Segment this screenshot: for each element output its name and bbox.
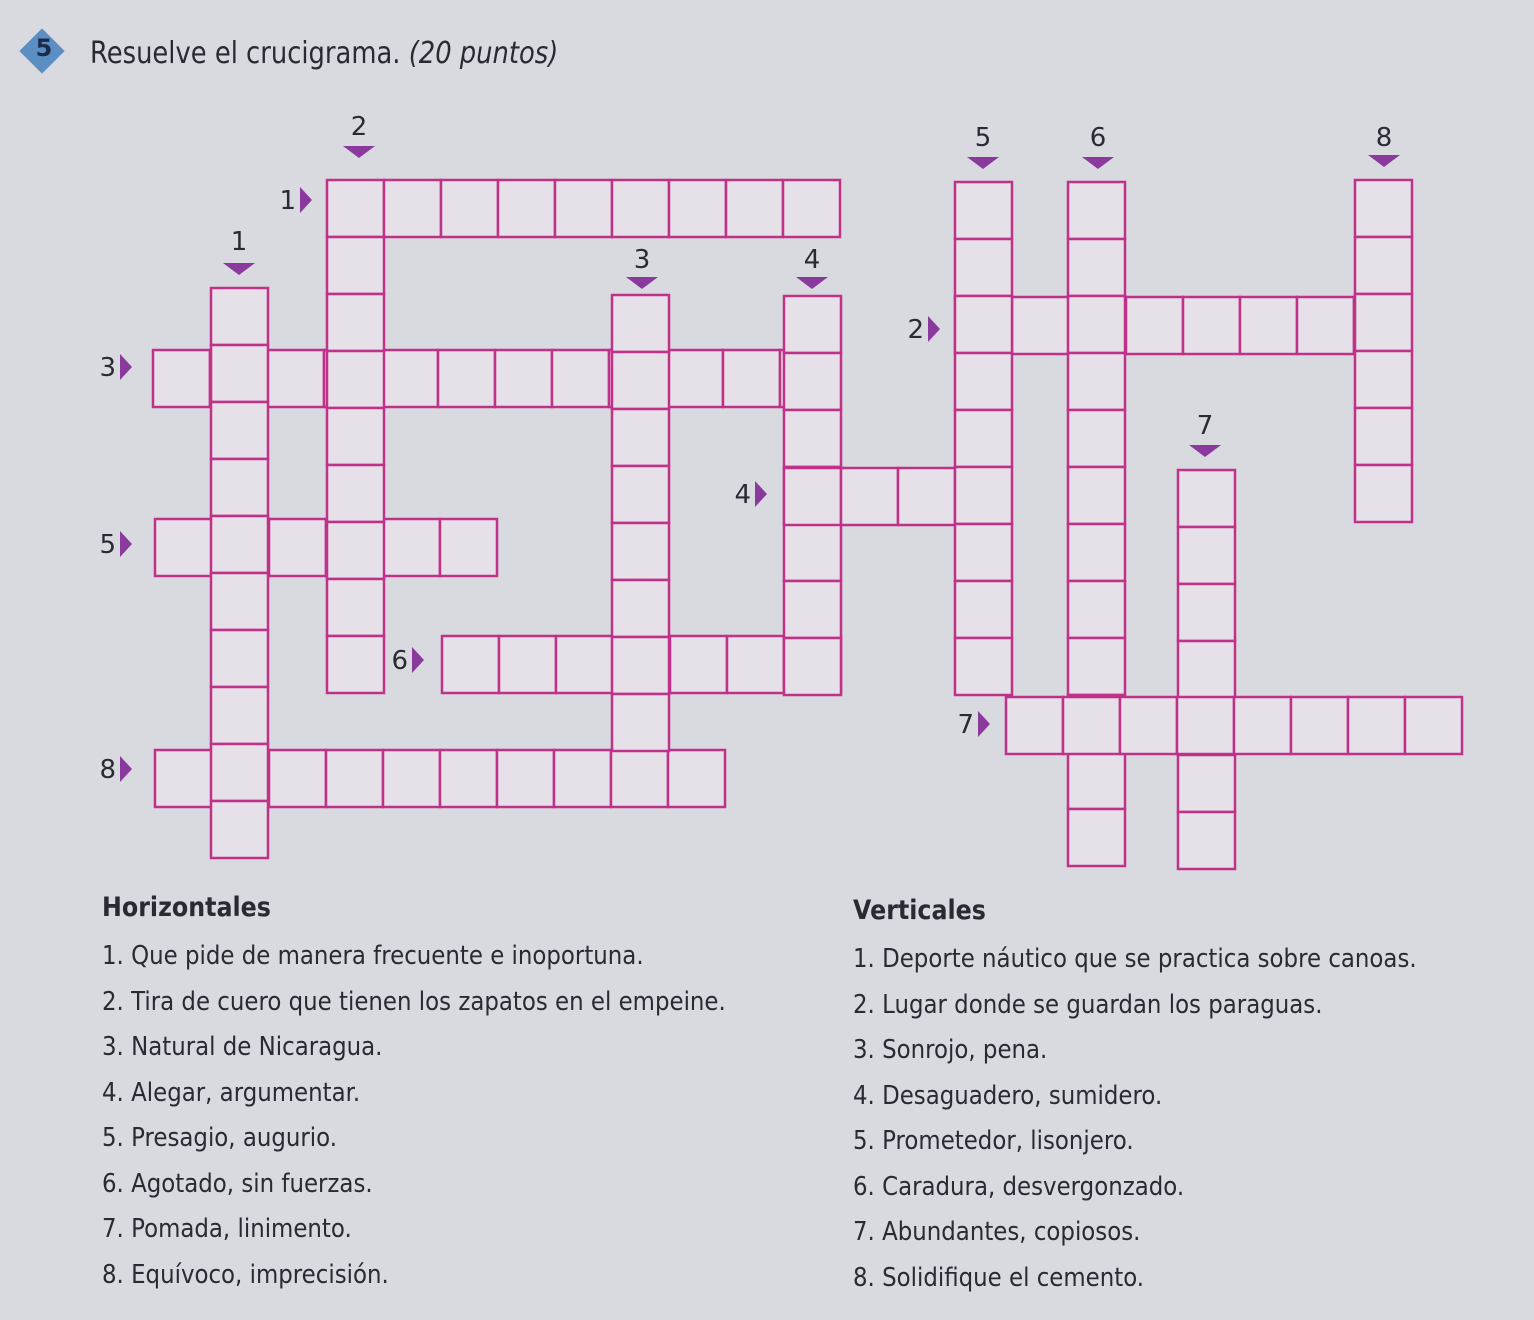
down-8-cell-3[interactable] [1355,294,1412,351]
across-marker-number-3: 3 [99,353,116,383]
across-marker-number-8: 8 [99,755,116,785]
down-5-cell-9[interactable] [955,638,1012,695]
down-2-cell-3[interactable] [327,294,384,351]
down-marker-number-8: 8 [1375,123,1393,153]
down-marker-arrow-icon-8 [1368,155,1400,167]
down-marker-number-5: 5 [974,123,992,153]
across-7-cell-8[interactable] [1405,697,1462,754]
across-4-cell-2[interactable] [841,468,898,525]
down-marker-number-6: 6 [1089,123,1107,153]
down-8-cell-4[interactable] [1355,351,1412,408]
down-2-cell-4[interactable] [327,351,384,408]
across-3-cell-3[interactable] [267,350,324,407]
horizontal-clue-6: 6. Agotado, sin fuerzas. [102,1168,373,1199]
down-7-cell-1[interactable] [1178,470,1235,527]
across-7-cell-5[interactable] [1234,697,1291,754]
exercise-instruction: Resuelve el crucigrama. [90,36,401,71]
horizontal-clue-7: 7. Pomada, linimento. [102,1214,352,1244]
down-1-cell-5[interactable] [211,516,268,573]
across-3-cell-10[interactable] [666,350,723,407]
vertical-clue-7: 7. Abundantes, copiosos. [853,1217,1141,1247]
across-1-cell-8[interactable] [726,180,783,237]
across-8-cell-8[interactable] [554,750,611,807]
down-marker-number-1: 1 [230,227,248,257]
down-4-cell-7[interactable] [784,638,841,695]
down-2-cell-7[interactable] [327,522,384,579]
across-1-cell-3[interactable] [441,180,498,237]
across-marker-number-6: 6 [391,646,408,676]
across-marker-number-5: 5 [99,530,116,560]
across-8-cell-10[interactable] [668,750,725,807]
horizontal-clues-title: Horizontales [102,892,271,923]
down-8-cell-5[interactable] [1355,408,1412,465]
horizontal-clue-3: 3. Natural de Nicaragua. [102,1032,383,1062]
down-6-cell-6[interactable] [1068,467,1125,524]
across-marker-arrow-icon-2 [928,316,940,342]
vertical-clue-3: 3. Sonrojo, pena. [853,1035,1048,1065]
across-3-cell-11[interactable] [723,350,780,407]
across-7-cell-7[interactable] [1348,697,1405,754]
across-2-cell-7[interactable] [1297,297,1354,354]
down-4-cell-6[interactable] [784,581,841,638]
vertical-clue-5: 5. Prometedor, lisonjero. [853,1126,1134,1156]
across-marker-number-1: 1 [279,186,296,216]
across-5-cell-5[interactable] [383,519,440,576]
across-marker-number-7: 7 [957,710,974,740]
across-1-cell-6[interactable] [612,180,669,237]
vertical-clues-title: Verticales [853,895,986,926]
exercise-number: 5 [35,34,53,62]
down-marker-arrow-icon-4 [796,277,828,289]
down-6-cell-5[interactable] [1068,410,1125,467]
across-3-cell-7[interactable] [495,350,552,407]
across-marker-arrow-icon-6 [412,647,424,673]
down-5-cell-2[interactable] [955,239,1012,296]
horizontal-clue-1: 1. Que pide de manera frecuente e inoportuna. [102,941,644,971]
across-8-cell-9[interactable] [611,750,668,807]
down-5-cell-5[interactable] [955,410,1012,467]
down-5-cell-7[interactable] [955,524,1012,581]
horizontal-clues [102,888,811,1298]
across-2-cell-5[interactable] [1183,297,1240,354]
down-3-cell-6[interactable] [612,580,669,637]
across-8-cell-3[interactable] [269,750,326,807]
down-6-cell-11[interactable] [1068,752,1125,809]
down-6-cell-9[interactable] [1068,638,1125,695]
across-marker-number-2: 2 [907,315,924,345]
across-2-cell-6[interactable] [1240,297,1297,354]
down-marker-arrow-icon-7 [1189,445,1221,457]
down-5-cell-1[interactable] [955,182,1012,239]
down-2-cell-8[interactable] [327,579,384,636]
down-6-cell-4[interactable] [1068,353,1125,410]
down-7-cell-3[interactable] [1178,584,1235,641]
across-7-cell-6[interactable] [1291,697,1348,754]
down-marker-arrow-icon-6 [1082,157,1114,169]
down-3-cell-4[interactable] [612,466,669,523]
across-marker-number-4: 4 [734,480,751,510]
vertical-clue-1: 1. Deporte náutico que se practica sobre canoas. [853,944,1417,974]
across-6-cell-1[interactable] [442,636,499,693]
down-6-cell-7[interactable] [1068,524,1125,581]
across-3-cell-1[interactable] [153,350,210,407]
down-2-cell-6[interactable] [327,465,384,522]
across-marker-arrow-icon-7 [978,711,990,737]
down-marker-arrow-icon-3 [626,277,658,289]
down-1-cell-3[interactable] [211,402,268,459]
down-7-cell-7[interactable] [1178,812,1235,869]
down-marker-arrow-icon-1 [223,263,255,275]
down-3-cell-5[interactable] [612,523,669,580]
across-6-cell-5[interactable] [670,636,727,693]
vertical-clue-8: 8. Solidifique el cemento. [853,1262,1145,1293]
down-1-cell-4[interactable] [211,459,268,516]
down-7-cell-6[interactable] [1178,755,1235,812]
down-6-cell-8[interactable] [1068,581,1125,638]
vertical-clue-6: 6. Caradura, desvergonzado. [853,1171,1185,1202]
across-6-cell-2[interactable] [499,636,556,693]
across-7-cell-4[interactable] [1177,697,1234,754]
vertical-clue-2: 2. Lugar donde se guardan los paraguas. [853,989,1323,1020]
across-6-cell-6[interactable] [727,636,784,693]
across-marker-arrow-icon-3 [120,354,132,380]
vertical-clue-4: 4. Desaguadero, sumidero. [853,1080,1163,1111]
down-marker-arrow-icon-2 [343,146,375,158]
down-6-cell-1[interactable] [1068,182,1125,239]
down-8-cell-1[interactable] [1355,180,1412,237]
across-4-cell-1[interactable] [784,468,841,525]
across-2-cell-2[interactable] [1012,297,1069,354]
across-7-cell-3[interactable] [1120,697,1177,754]
down-marker-number-4: 4 [803,245,821,275]
down-8-cell-6[interactable] [1355,465,1412,522]
across-1-cell-1[interactable] [327,180,384,237]
across-1-cell-4[interactable] [498,180,555,237]
across-4-cell-3[interactable] [898,468,955,525]
across-marker-arrow-icon-4 [755,481,767,507]
across-1-cell-5[interactable] [555,180,612,237]
across-5-cell-1[interactable] [155,519,212,576]
down-marker-arrow-icon-5 [967,157,999,169]
down-2-cell-5[interactable] [327,408,384,465]
down-1-cell-2[interactable] [211,345,268,402]
down-marker-number-3: 3 [633,245,651,275]
down-1-cell-8[interactable] [211,687,268,744]
across-3-cell-5[interactable] [381,350,438,407]
down-6-cell-3[interactable] [1068,296,1125,353]
across-3-cell-6[interactable] [438,350,495,407]
down-6-cell-2[interactable] [1068,239,1125,296]
horizontal-clue-5: 5. Presagio, augurio. [102,1123,338,1153]
down-5-cell-6[interactable] [955,467,1012,524]
across-1-cell-7[interactable] [669,180,726,237]
down-4-cell-2[interactable] [784,353,841,410]
down-3-cell-3[interactable] [612,409,669,466]
across-8-cell-7[interactable] [497,750,554,807]
down-1-cell-1[interactable] [211,288,268,345]
across-marker-arrow-icon-1 [300,187,312,213]
down-1-cell-9[interactable] [211,744,268,801]
down-2-cell-2[interactable] [327,237,384,294]
down-5-cell-8[interactable] [955,581,1012,638]
across-marker-arrow-icon-5 [120,531,132,557]
across-7-cell-1[interactable] [1006,697,1063,754]
across-8-cell-6[interactable] [440,750,497,807]
across-8-cell-4[interactable] [326,750,383,807]
down-5-cell-4[interactable] [955,353,1012,410]
horizontal-clue-2: 2. Tira de cuero que tienen los zapatos en el empeine. [102,986,726,1017]
across-2-cell-4[interactable] [1126,297,1183,354]
across-1-cell-9[interactable] [783,180,840,237]
horizontal-clue-4: 4. Alegar, argumentar. [102,1077,361,1108]
across-8-cell-1[interactable] [155,750,212,807]
across-marker-arrow-icon-8 [120,756,132,782]
horizontal-clue-8: 8. Equívoco, imprecisión. [102,1259,389,1290]
across-6-cell-3[interactable] [556,636,613,693]
down-1-cell-7[interactable] [211,630,268,687]
vertical-clues [853,891,1494,1301]
down-4-cell-3[interactable] [784,410,841,467]
down-3-cell-8[interactable] [612,694,669,751]
across-3-cell-8[interactable] [552,350,609,407]
across-7-cell-2[interactable] [1063,697,1120,754]
down-4-cell-1[interactable] [784,296,841,353]
across-1-cell-2[interactable] [384,180,441,237]
down-3-cell-7[interactable] [612,637,669,694]
down-1-cell-10[interactable] [211,801,268,858]
down-marker-number-7: 7 [1196,411,1214,441]
down-6-cell-12[interactable] [1068,809,1125,866]
down-8-cell-2[interactable] [1355,237,1412,294]
across-8-cell-5[interactable] [383,750,440,807]
down-7-cell-4[interactable] [1178,641,1235,698]
down-1-cell-6[interactable] [211,573,268,630]
down-3-cell-2[interactable] [612,352,669,409]
across-5-cell-6[interactable] [440,519,497,576]
down-5-cell-3[interactable] [955,296,1012,353]
down-marker-number-2: 2 [350,112,368,142]
down-3-cell-1[interactable] [612,295,669,352]
exercise-points: (20 puntos) [408,36,559,71]
across-5-cell-3[interactable] [269,519,326,576]
down-7-cell-2[interactable] [1178,527,1235,584]
down-4-cell-5[interactable] [784,524,841,581]
down-2-cell-9[interactable] [327,636,384,693]
